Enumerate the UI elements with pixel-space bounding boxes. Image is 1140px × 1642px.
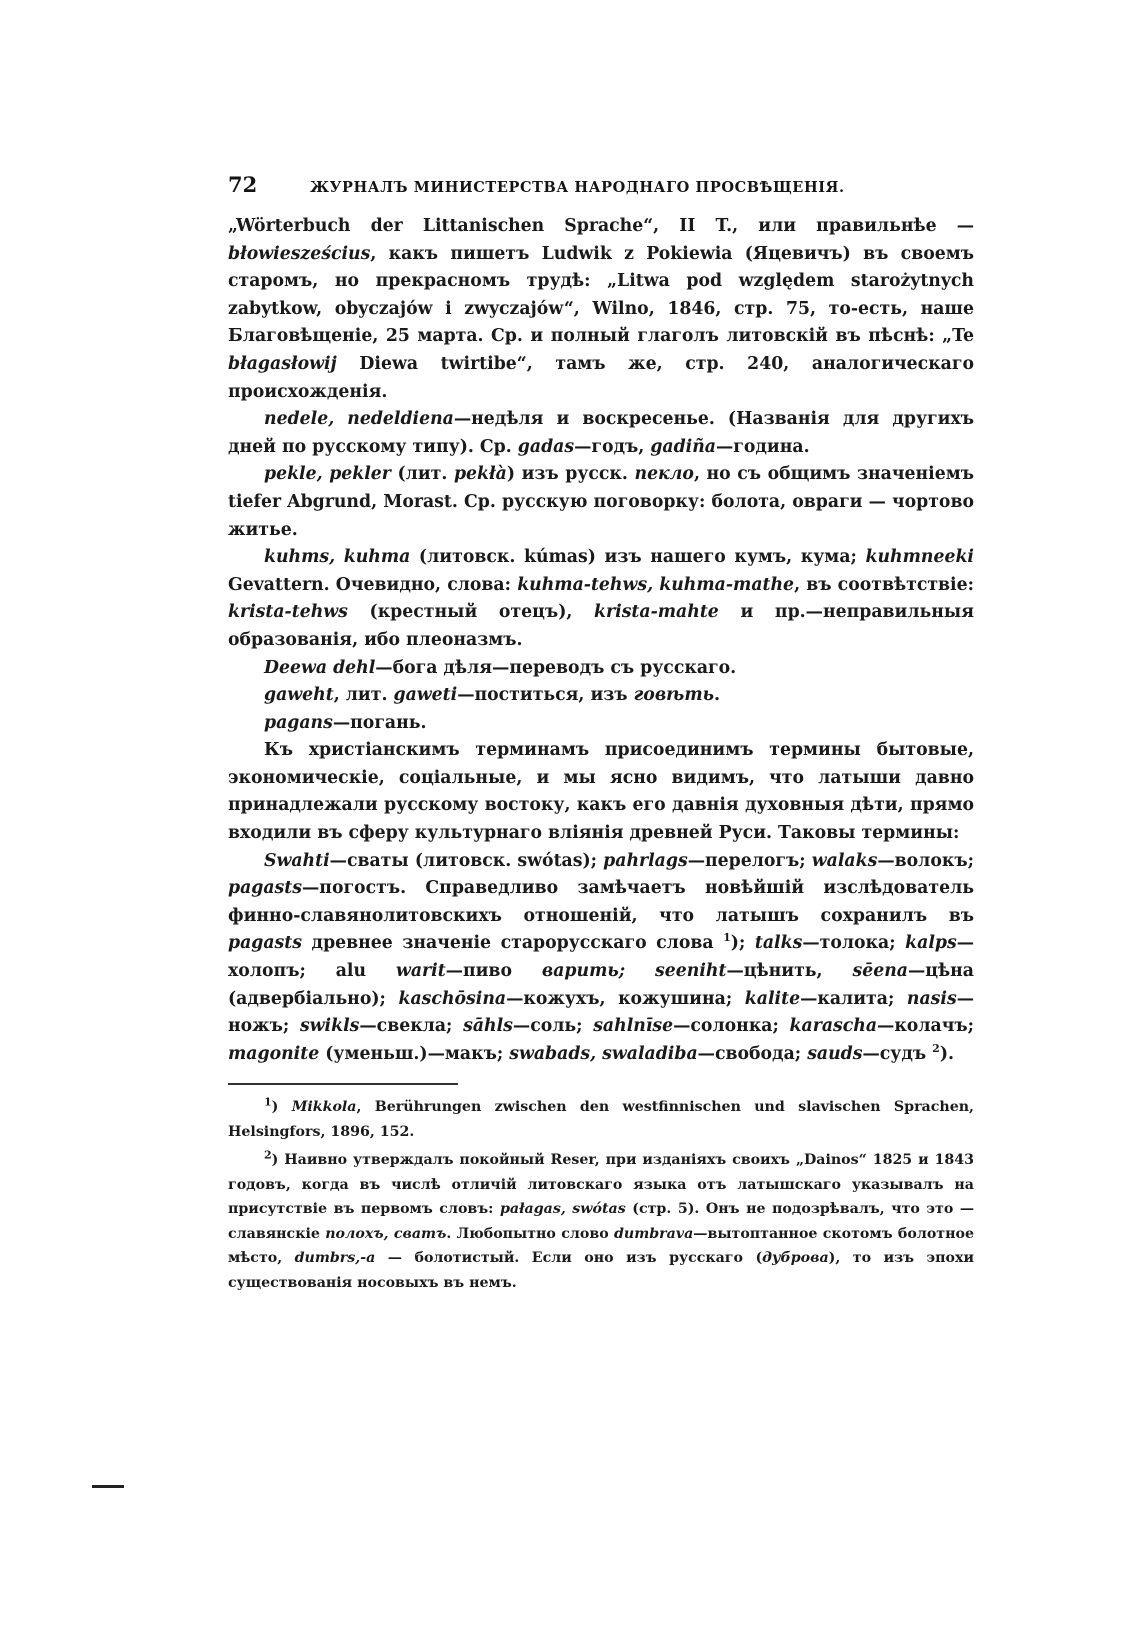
footnote-marker: 1 bbox=[264, 1095, 272, 1109]
italic-term: pagasts bbox=[228, 878, 303, 899]
italic-term: nedele, nedeldiena bbox=[264, 409, 454, 430]
italic-term: полохъ, сватъ bbox=[325, 1225, 447, 1242]
text-run: ) Наивно утверждалъ покойный Reser, при изданіяхъ своихъ „Dainos“ 1825 и 1843 годовъ, когда въ числѣ отличій литовскаго языка отъ латышскаго указывалъ на присутствіе въ первомъ словъ: bbox=[228, 1152, 974, 1218]
paragraph bbox=[228, 544, 974, 654]
text-run: Gevattern. Очевидно, слова: bbox=[228, 574, 518, 595]
page-number: 72 bbox=[228, 172, 258, 197]
italic-term: pagans bbox=[264, 712, 333, 733]
text-run: , но съ общимъ значеніемъ tiefer Abgrund, Morast. Ср. русскую поговорку: болота, овраги — чортово житье. bbox=[228, 464, 974, 540]
italic-term: sāhls bbox=[463, 1016, 513, 1037]
text-run: —кожухъ, кожушина; bbox=[506, 988, 745, 1009]
page bbox=[228, 172, 974, 1295]
paragraph bbox=[228, 682, 974, 710]
text-run: . Любопытно слово bbox=[446, 1225, 614, 1242]
italic-term: варить; seeniht bbox=[541, 961, 727, 982]
italic-term: gaweti bbox=[393, 685, 458, 706]
text-run: ) bbox=[271, 1099, 292, 1116]
text-run: —бога дѣля—переводъ съ русскаго. bbox=[375, 657, 737, 678]
text-run: , въ соотвѣтствіе: bbox=[794, 574, 974, 595]
text-run: —ножъ; bbox=[228, 988, 974, 1037]
text-run: , Berührungen zwischen den westfinnischen und slavischen Sprachen, Helsingfors, 1896, 152. bbox=[228, 1099, 974, 1140]
text-run: — болотистый. Если оно изъ русскаго ( bbox=[375, 1250, 763, 1267]
italic-term: błagasłowij bbox=[228, 353, 337, 374]
italic-term: sēena bbox=[852, 961, 908, 982]
footnote bbox=[228, 1095, 974, 1144]
paragraph bbox=[228, 737, 974, 847]
italic-term: krista-tehws bbox=[228, 602, 348, 623]
italic-term: sahlnīse bbox=[593, 1016, 674, 1037]
italic-term: talks bbox=[754, 933, 803, 954]
italic-term: swabads, swaladiba bbox=[509, 1043, 698, 1064]
italic-term: pahrlags bbox=[603, 850, 688, 871]
italic-term: błowiesześcius bbox=[228, 243, 371, 264]
italic-term: magonite bbox=[228, 1043, 320, 1064]
italic-term: Swahti bbox=[264, 850, 330, 871]
italic-term: Mikkola bbox=[291, 1099, 357, 1116]
italic-term: Deewa dehl bbox=[264, 657, 376, 678]
text-run: ). bbox=[939, 1043, 955, 1064]
text-run: —цѣна (адвербіально); bbox=[228, 961, 974, 1009]
text-run: —калита; bbox=[800, 988, 907, 1009]
italic-term: kuhmneeki bbox=[865, 547, 974, 568]
footnote-divider bbox=[228, 1083, 458, 1085]
italic-term: kalite bbox=[744, 988, 801, 1009]
text-run: —свекла; bbox=[359, 1016, 464, 1037]
text-run: —пиво bbox=[445, 961, 542, 982]
italic-term: dumbrs,-a bbox=[294, 1250, 376, 1267]
italic-term: krista-mahte bbox=[594, 602, 719, 623]
text-run: (уменьш.)—макъ; bbox=[319, 1043, 510, 1064]
text-run: (литовск. kúmas) изъ нашего кумъ, кума; bbox=[410, 547, 866, 568]
italic-term: nasis bbox=[906, 988, 957, 1009]
italic-term: swikls bbox=[299, 1016, 360, 1037]
paragraph bbox=[228, 406, 974, 461]
text-run: —годъ, bbox=[574, 436, 651, 457]
paragraph bbox=[228, 461, 974, 544]
text-run: —холопъ; alu bbox=[228, 933, 974, 982]
italic-term: gaweht bbox=[264, 685, 334, 706]
page-header bbox=[228, 172, 974, 197]
text-run: ); bbox=[730, 933, 755, 954]
text-run: ), то изъ эпохи существованія носовыхъ въ немъ. bbox=[228, 1250, 974, 1291]
text-run: древнее значеніе старорусскаго слова bbox=[302, 933, 724, 954]
text-run: , лит. bbox=[333, 685, 394, 706]
running-title: ЖУРНАЛЪ МИНИСТЕРСТВА НАРОДНАГО ПРОСВѢЩЕНІЯ. bbox=[310, 179, 845, 196]
text-run: (лит. bbox=[390, 464, 454, 485]
text-run: Diewa twirtibe“, тамъ же, стр. 240, аналогическаго происхожденія. bbox=[228, 353, 974, 402]
italic-term: pałagas, swótas bbox=[499, 1201, 626, 1218]
paragraph bbox=[228, 710, 974, 738]
text-run: —свобода; bbox=[697, 1043, 808, 1064]
italic-term: дуброва bbox=[762, 1250, 829, 1267]
italic-term: walaks bbox=[811, 850, 878, 871]
footnotes bbox=[228, 1095, 974, 1295]
italic-term: kalps bbox=[905, 933, 957, 954]
italic-term: sauds bbox=[807, 1043, 863, 1064]
italic-term: kuhma-tehws, kuhma-mathe bbox=[517, 574, 795, 595]
italic-term: dumbrava bbox=[614, 1225, 694, 1242]
text-run: —волокъ; bbox=[877, 850, 974, 871]
margin-dash-mark bbox=[92, 1485, 124, 1488]
footnote-marker: 1 bbox=[723, 931, 731, 945]
italic-term: пекло bbox=[634, 464, 694, 485]
paragraph bbox=[228, 848, 974, 1069]
text-run: (стр. 5). Онъ не подозрѣвалъ, что это — славянскіе bbox=[228, 1201, 975, 1242]
italic-term: kuhms, kuhma bbox=[264, 547, 411, 568]
text-run: и пр.—неправильныя образованія, ибо плеоназмъ. bbox=[228, 602, 975, 650]
paragraph bbox=[228, 655, 974, 683]
italic-term: gadiña bbox=[650, 436, 717, 457]
footnote bbox=[228, 1148, 974, 1295]
text-run: . bbox=[714, 685, 721, 706]
text-run: —солонка; bbox=[673, 1016, 790, 1037]
text-run: —цѣнить, bbox=[726, 961, 853, 982]
italic-term: gadas bbox=[517, 436, 575, 457]
text-run: —недѣля и воскресенье. (Названія для другихъ дней по русскому типу). Ср. bbox=[228, 409, 974, 457]
text-run: —колачъ; bbox=[877, 1016, 975, 1037]
text-run: —година. bbox=[716, 436, 810, 457]
text-run: —погань. bbox=[332, 712, 427, 733]
text-run: (крестный отецъ), bbox=[347, 602, 595, 623]
text-run: „Wörterbuch der Littanischen Sprache“, II T., или правильнѣе — bbox=[228, 216, 974, 236]
text-run: —перелогъ; bbox=[687, 850, 812, 871]
italic-term: karascha bbox=[789, 1016, 878, 1037]
text-run: ) изъ русск. bbox=[506, 464, 635, 485]
italic-term: pekle, pekler bbox=[264, 464, 391, 485]
text-run: , какъ пишетъ Ludwik z Pokiewia (Яцевичъ) въ своемъ старомъ, но прекрасномъ трудѣ: „Litwa pod względem starożytnych zabytkow, obyczajów i zwyczajów“, Wilno, 1846, стр. 75, то-есть, наше Благовѣщеніе, 25 марта. Ср. и полный глаголъ литовскій въ пѣснѣ: „Te bbox=[228, 243, 974, 347]
body-text bbox=[228, 213, 974, 1068]
text-run: —сваты (литовск. swótas); bbox=[329, 850, 604, 871]
italic-term: pekłà bbox=[453, 464, 507, 485]
text-run: —вытоптанное скотомъ болотное мѣсто, bbox=[228, 1225, 974, 1267]
text-run: —погостъ. Справедливо замѣчаетъ новѣйшій изслѣдователь финно-славянолитовскихъ отношеній, что латышъ сохранилъ въ bbox=[228, 878, 974, 926]
text-run: —соль; bbox=[512, 1016, 594, 1037]
italic-term: pagasts bbox=[228, 933, 303, 954]
italic-term: говѣть bbox=[633, 685, 715, 706]
text-run: Къ христіанскимъ терминамъ присоединимъ термины бытовые, экономическіе, соціальные, и мы ясно видимъ, что латыши давно принадлежали русскому востоку, какъ его давнія духовныя дѣти, прямо входили въ сферу культурнаго вліянія древней Руси. Таковы термины: bbox=[228, 740, 974, 844]
text-run: —поститься, изъ bbox=[457, 685, 634, 706]
italic-term: warit bbox=[395, 961, 446, 982]
paragraph bbox=[228, 213, 974, 406]
text-run: —толока; bbox=[802, 933, 906, 954]
italic-term: kaschōsina bbox=[398, 988, 507, 1009]
text-run: —судъ bbox=[862, 1043, 933, 1064]
footnote-marker: 2 bbox=[264, 1148, 272, 1162]
footnote-marker: 2 bbox=[932, 1042, 940, 1056]
